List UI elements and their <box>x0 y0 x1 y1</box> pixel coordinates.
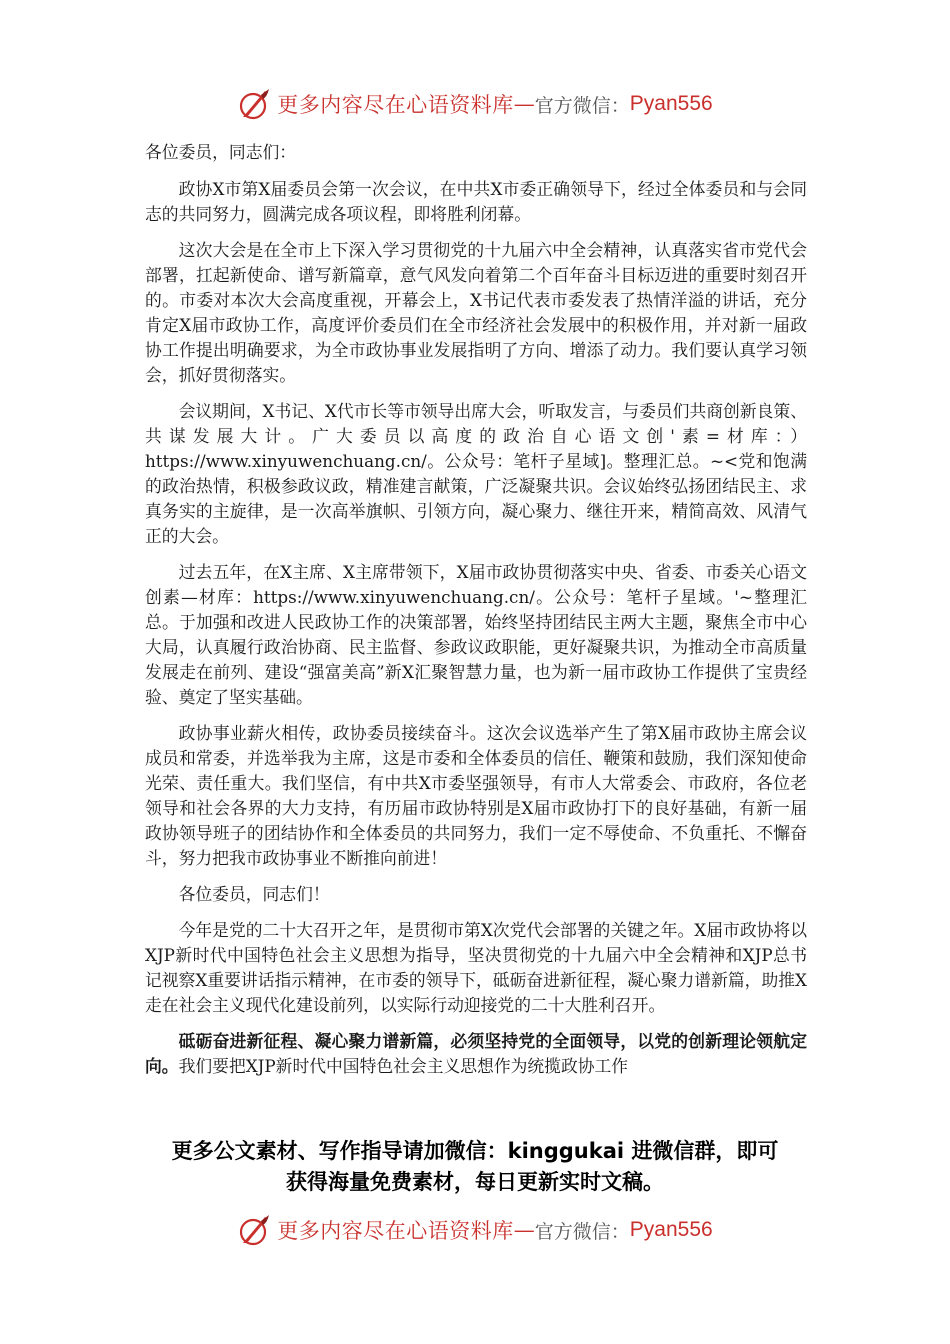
footer-banner-wechat-id: Pyan556 <box>629 1218 713 1241</box>
paragraph-7-rest: 我们要把XJP新时代中国特色社会主义思想作为统揽政协工作 <box>178 1056 629 1076</box>
banner-wechat-id: Pyan556 <box>629 92 713 115</box>
footer-banner <box>0 1210 950 1250</box>
paragraph-4: 过去五年，在X主席、X主席带领下，X届市政协贯彻落实中央、省委、市委关心语文创素—材库：https://www.xinyuwenchuang.cn/。公众号：笔杆子星域。'~整理汇总。于加强和改进人民政协工作的决策部署，始终坚持团结民主两大主题，聚焦全市中心大局，认真履行政治协商、民主监督、参政议政职能，更好凝聚共识，为推动全市高质量发展走在前列、建设“强富美高”新X汇聚智慧力量，也为新一届市政协工作提供了宝贵经验、奠定了坚实基础。 <box>145 562 807 707</box>
paragraph-1: 政协X市第X届委员会第一次会议，在中共X市委正确领导下，经过全体委员和与会同志的共同努力，圆满完成各项议程，即将胜利闭幕。 <box>145 179 807 224</box>
greeting: 各位委员，同志们： <box>145 142 297 162</box>
paragraph-7-bold: 砥砺奋进新征程、凝心聚力谱新篇，必须坚持党的全面领导，以党的创新理论领航定向。 <box>145 1031 807 1076</box>
document-body <box>145 140 807 1090</box>
paragraph-6: 今年是党的二十大召开之年，是贯彻市第X次党代会部署的关键之年。X届市政协将以XJP新时代中国特色社会主义思想为指导，坚决贯彻党的十九届六中全会精神和XJP总书记视察X重要讲话指示精神，在市委的领导下，砥砺奋进新征程，凝心聚力谱新篇，助推X走在社会主义现代化建设前列，以实际行动迎接党的二十大胜利召开。 <box>145 920 807 1015</box>
quill-pen-icon <box>237 87 271 121</box>
footer-banner-title: 更多内容尽在心语资料库 <box>277 1219 514 1243</box>
greeting-2: 各位委员，同志们！ <box>178 884 330 904</box>
banner-separator: — <box>513 92 535 116</box>
paragraph-5: 政协事业薪火相传，政协委员接续奋斗。这次会议选举产生了第X届市政协主席会议成员和常委，并选举我为主席，这是市委和全体委员的信任、鞭策和鼓励，我们深知使命光荣、责任重大。我们坚信，有中共X市委坚强领导，有市人大常委会、市政府，各位老领导和社会各界的大力支持，有历届市政协特别是X届市政协打下的良好基础，有新一届政协领导班子的团结协作和全体委员的共同努力，我们一定不辱使命、不负重托、不懈奋斗，努力把我市政协事业不断推向前进！ <box>145 723 807 868</box>
paragraph-2: 这次大会是在全市上下深入学习贯彻党的十九届六中全会精神，认真落实省市党代会部署，扛起新使命、谱写新篇章，意气风发向着第二个百年奋斗目标迈进的重要时刻召开的。市委对本次大会高度重视，开幕会上，X书记代表市委发表了热情洋溢的讲话，充分肯定X届市政协工作，高度评价委员们在全市经济社会发展中的积极作用，并对新一届政协工作提出明确要求，为全市政协事业发展指明了方向、增添了动力。我们要认真学习领会，抓好贯彻落实。 <box>145 240 807 385</box>
banner-title: 更多内容尽在心语资料库 <box>277 93 514 117</box>
promo-notice <box>100 1136 850 1198</box>
promo-line-2: 获得海量免费素材，每日更新实时文稿。 <box>286 1170 664 1194</box>
header-banner <box>0 84 950 124</box>
paragraph-3: 会议期间，X书记、X代市长等市领导出席大会，听取发言，与委员们共商创新良策、共谋发展大计。广大委员以高度的政治自心语文创'素=材库：）https://www.xinyuwenchuang.cn/。公众号：笔杆子星域]。整理汇总。~<党和饱满的政治热情，积极参政议政，精准建言献策，广泛凝聚共识。会议始终弘扬团结民主、求真务实的主旋律，是一次高举旗帜、引领方向，凝心聚力、继往开来，精简高效、风清气正的大会。 <box>145 401 807 546</box>
footer-banner-separator: — <box>513 1218 535 1242</box>
banner-label: 官方微信： <box>534 94 630 117</box>
paragraph-7 <box>145 1029 807 1079</box>
promo-line-1: 更多公文素材、写作指导请加微信：kinggukai 进微信群，即可 <box>171 1139 779 1163</box>
footer-banner-label: 官方微信： <box>534 1220 630 1243</box>
quill-pen-icon <box>237 1213 271 1247</box>
